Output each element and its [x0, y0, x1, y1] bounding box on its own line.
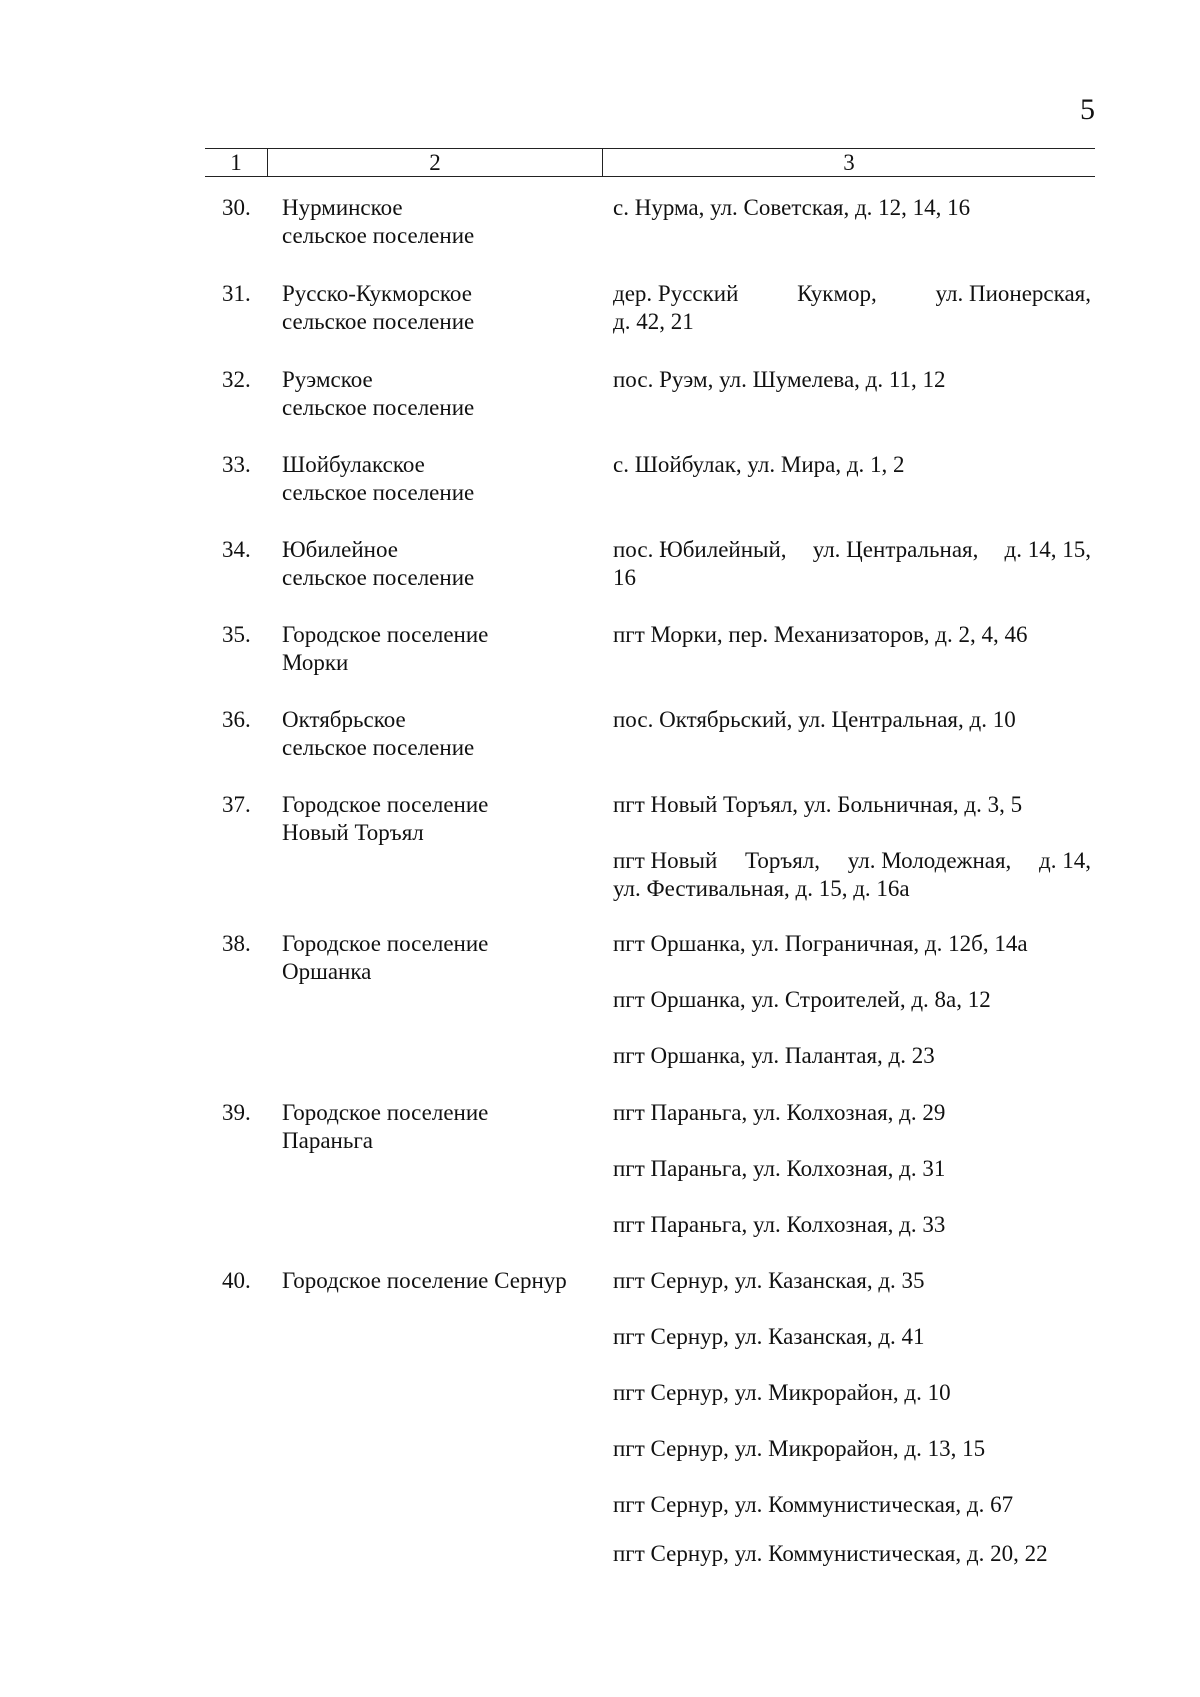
settlement-name-line: сельское поселение: [282, 223, 475, 248]
address-word: ул. Пионерская,: [935, 281, 1091, 306]
address-word: Кукмор,: [797, 281, 877, 306]
row-number: 39.: [222, 1100, 251, 1125]
settlement-name-line: Параньга: [282, 1128, 373, 1153]
row-number: 32.: [222, 367, 251, 392]
address: пгт Параньга, ул. Колхозная, д. 33: [613, 1212, 946, 1237]
settlement-name-line: Русско-Кукморское: [282, 281, 472, 306]
settlement-name-line: Морки: [282, 650, 349, 675]
row-number: 34.: [222, 537, 251, 562]
address-word: ул. Центральная,: [812, 537, 979, 562]
address: [613, 280, 1091, 336]
settlement-name-line: сельское поселение: [282, 735, 475, 760]
address: пос. Октябрьский, ул. Центральная, д. 10: [613, 707, 1016, 732]
address: [613, 536, 1091, 592]
address: пгт Оршанка, ул. Палантая, д. 23: [613, 1043, 935, 1068]
page-number: 5: [1080, 93, 1095, 126]
settlement-name-line: Октябрьское: [282, 707, 406, 732]
address-line: 16: [613, 565, 636, 590]
address-word: д. 14,: [1039, 848, 1091, 873]
settlement-name-line: Юбилейное: [282, 537, 398, 562]
address-word: ул. Молодежная,: [847, 848, 1012, 873]
address-line: [613, 536, 1091, 564]
settlement-name-line: Руэмское: [282, 367, 373, 392]
address: пгт Сернур, ул. Казанская, д. 41: [613, 1324, 925, 1349]
address: пгт Сернур, ул. Коммунистическая, д. 67: [613, 1492, 1014, 1517]
address: пгт Оршанка, ул. Строителей, д. 8а, 12: [613, 987, 991, 1012]
column-header-3: 3: [843, 150, 855, 175]
row-number: 36.: [222, 707, 251, 732]
settlement-name-line: сельское поселение: [282, 309, 475, 334]
settlement-name-line: Городское поселение: [282, 792, 489, 817]
address: пгт Сернур, ул. Коммунистическая, д. 20, 22: [613, 1541, 1048, 1566]
address: пгт Параньга, ул. Колхозная, д. 31: [613, 1156, 946, 1181]
address: пгт Сернур, ул. Микрорайон, д. 10: [613, 1380, 951, 1405]
address-line: [613, 847, 1091, 875]
settlement-name-line: Оршанка: [282, 959, 372, 984]
row-number: 38.: [222, 931, 251, 956]
row-number: 37.: [222, 792, 251, 817]
address: [613, 847, 1091, 903]
address-word: пос. Юбилейный,: [613, 537, 787, 562]
settlement-name-line: сельское поселение: [282, 395, 475, 420]
address: пгт Оршанка, ул. Пограничная, д. 12б, 14а: [613, 931, 1028, 956]
settlement-name-line: Городское поселение: [282, 931, 489, 956]
address-word: дер. Русский: [613, 281, 739, 306]
settlement-name-line: Новый Торъял: [282, 820, 424, 845]
address-line: [613, 280, 1091, 308]
address: пгт Новый Торъял, ул. Больничная, д. 3, 5: [613, 792, 1023, 817]
settlement-name-line: сельское поселение: [282, 565, 475, 590]
address: пгт Параньга, ул. Колхозная, д. 29: [613, 1100, 946, 1125]
address: пгт Сернур, ул. Микрорайон, д. 13, 15: [613, 1436, 986, 1461]
row-number: 30.: [222, 195, 251, 220]
settlement-name-line: Городское поселение Сернур: [282, 1268, 567, 1293]
address-line: д. 42, 21: [613, 309, 694, 334]
column-header-2: 2: [268, 149, 603, 176]
address-word: д. 14, 15,: [1004, 537, 1091, 562]
row-number: 40.: [222, 1268, 251, 1293]
address: пос. Руэм, ул. Шумелева, д. 11, 12: [613, 367, 946, 392]
row-number: 33.: [222, 452, 251, 477]
address: с. Нурма, ул. Советская, д. 12, 14, 16: [613, 195, 971, 220]
address-word: Торъял,: [745, 848, 821, 873]
table-header: [205, 148, 1095, 177]
row-number: 31.: [222, 281, 251, 306]
settlement-name-line: Городское поселение: [282, 622, 489, 647]
settlement-name-line: Шойбулакское: [282, 452, 425, 477]
settlement-name-line: сельское поселение: [282, 480, 475, 505]
column-header-1: 1: [205, 149, 268, 176]
address: пгт Морки, пер. Механизаторов, д. 2, 4, 46: [613, 622, 1028, 647]
address: пгт Сернур, ул. Казанская, д. 35: [613, 1268, 925, 1293]
address-line: ул. Фестивальная, д. 15, д. 16а: [613, 876, 910, 901]
row-number: 35.: [222, 622, 251, 647]
address: с. Шойбулак, ул. Мира, д. 1, 2: [613, 452, 905, 477]
settlement-name-line: Нурминское: [282, 195, 403, 220]
settlement-name-line: Городское поселение: [282, 1100, 489, 1125]
address-word: пгт Новый: [613, 848, 718, 873]
